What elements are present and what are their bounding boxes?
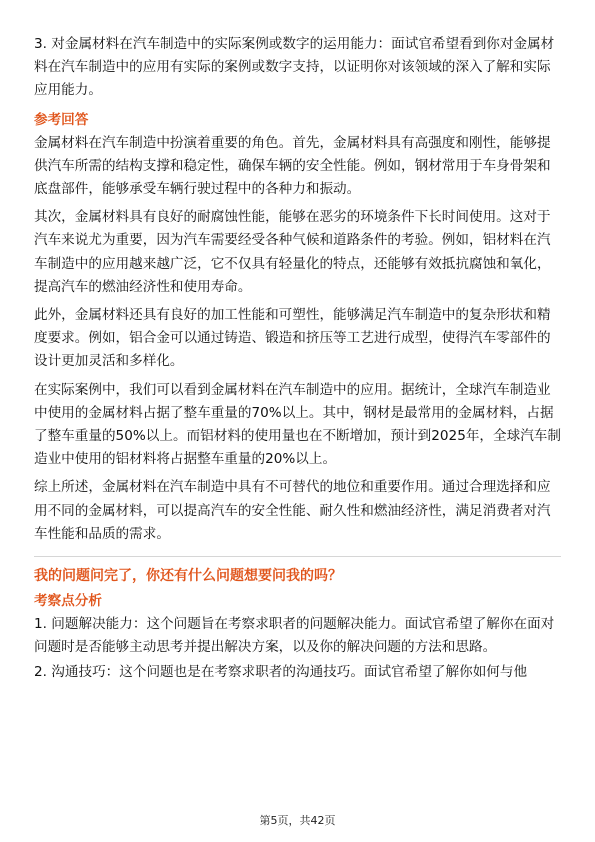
answer-paragraph-1: 金属材料在汽车制造中扮演着重要的角色。首先，金属材料具有高强度和刚性，能够提供汽车所需的结构支撑和稳定性，确保车辆的安全性能。例如，钢材常用于车身骨架和底盘部件，能够承受车辆行驶过程中的各种力和振动。 — [34, 134, 551, 198]
analysis-point-1: 1. 问题解决能力：这个问题旨在考察求职者的问题解决能力。面试官希望了解你在面对问题时是否能够主动思考并提出解决方案，以及你的解决问题的方法和思路。 — [34, 616, 555, 656]
answer-paragraph-3: 此外，金属材料还具有良好的加工性能和可塑性，能够满足汽车制造中的复杂形状和精度要求。例如，铝合金可以通过铸造、锻造和挤压等工艺进行成型，使得汽车零部件的设计更加灵活和多样化。 — [34, 307, 551, 370]
question-title: 我的问题问完了，你还有什么问题想要问我的吗？ — [34, 568, 342, 585]
page-content — [34, 33, 561, 685]
answer-paragraph-4: 在实际案例中，我们可以看到金属材料在汽车制造中的应用。据统计，全球汽车制造业中使用的金属材料占据了整车重量的70%以上。其中，钢材是最常用的金属材料，占据了整车重量的50%以上。而铝材料的使用量也在不断增加，预计到2025年，全球汽车制造业中使用的铝材料将占据整车重量的20%以上。 — [34, 381, 561, 468]
answer-paragraph-5: 综上所述，金属材料在汽车制造中具有不可替代的地位和重要作用。通过合理选择和应用不同的金属材料，可以提高汽车的安全性能、耐久性和燃油经济性，满足消费者对汽车性能和品质的需求。 — [34, 479, 551, 542]
analysis-point-2: 2. 沟通技巧：这个问题也是在考察求职者的沟通技巧。面试官希望了解你如何与他 — [34, 664, 528, 681]
answer-heading: 参考回答 — [34, 111, 89, 128]
answer-paragraph-2: 其次，金属材料具有良好的耐腐蚀性能，能够在恶劣的环境条件下长时间使用。这对于汽车来说尤为重要，因为汽车需要经受各种气候和道路条件的考验。例如，铝材料在汽车制造中的应用越来越广泛，它不仅具有轻量化的特点，还能够有效抵抗腐蚀和氧化，提高汽车的燃油经济性和使用寿命。 — [34, 209, 551, 295]
analysis-heading: 考察点分析 — [34, 593, 102, 610]
section-divider — [34, 556, 561, 557]
page-number: 第5页，共42页 — [259, 814, 336, 827]
point-3-text: 3. 对金属材料在汽车制造中的实际案例或数字的运用能力：面试官希望看到你对金属材料在汽车制造中的应用有实际的案例或数字支持，以证明你对该领域的深入了解和实际应用能力。 — [34, 36, 555, 99]
